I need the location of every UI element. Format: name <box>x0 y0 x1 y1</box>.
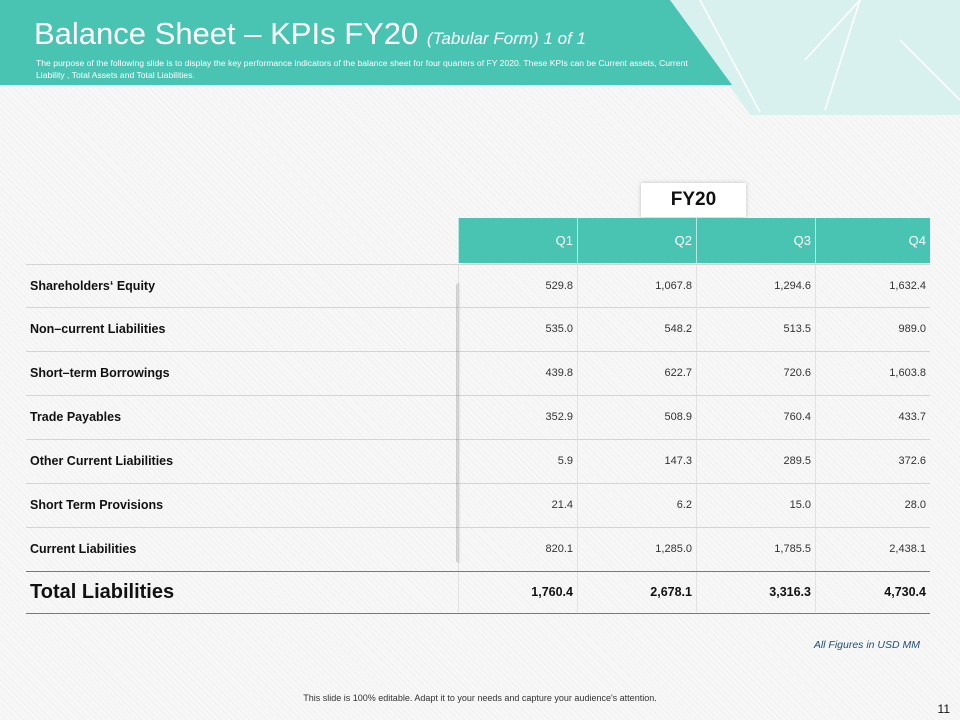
cell-q4: 28.0 <box>815 484 930 527</box>
cell-q2: 548.2 <box>577 308 696 351</box>
cell-q1: 5.9 <box>458 440 577 483</box>
cell-q1: 820.1 <box>458 528 577 571</box>
figures-note: All Figures in USD MM <box>813 639 920 651</box>
table-row <box>26 440 930 484</box>
cell-q3: 289.5 <box>696 440 815 483</box>
table-row <box>26 264 930 308</box>
cell-q1: 529.8 <box>458 265 577 308</box>
cell-q2: 622.7 <box>577 352 696 395</box>
column-divider-shadow <box>456 283 461 563</box>
cell-q3: 1,785.5 <box>696 528 815 571</box>
cell-q1: 439.8 <box>458 352 577 395</box>
cell-q2: 6.2 <box>577 484 696 527</box>
total-q2: 2,678.1 <box>577 572 696 612</box>
page-number: 11 <box>937 702 950 716</box>
title-main: Balance Sheet – KPIs FY20 <box>34 16 419 51</box>
fiscal-year-tab: FY20 <box>641 183 746 217</box>
cell-q4: 433.7 <box>815 396 930 439</box>
cell-q1: 535.0 <box>458 308 577 351</box>
page-title <box>34 16 586 52</box>
cell-q3: 760.4 <box>696 396 815 439</box>
cell-q2: 1,067.8 <box>577 265 696 308</box>
table-row <box>26 528 930 572</box>
cell-q4: 989.0 <box>815 308 930 351</box>
cell-q3: 1,294.6 <box>696 265 815 308</box>
row-label: Shareholders‘ Equity <box>30 279 156 293</box>
cell-q2: 1,285.0 <box>577 528 696 571</box>
cell-q2: 508.9 <box>577 396 696 439</box>
column-header-q4: Q4 <box>815 218 930 263</box>
cell-q3: 720.6 <box>696 352 815 395</box>
row-label: Current Liabilities <box>30 542 137 556</box>
row-label: Short Term Provisions <box>30 498 164 512</box>
total-row <box>26 571 930 614</box>
cell-q2: 147.3 <box>577 440 696 483</box>
column-header-q2: Q2 <box>577 218 696 263</box>
cell-q3: 15.0 <box>696 484 815 527</box>
cell-q4: 1,632.4 <box>815 265 930 308</box>
total-label: Total Liabilities <box>30 581 175 603</box>
total-q1: 1,760.4 <box>458 572 577 612</box>
total-q4: 4,730.4 <box>815 572 930 612</box>
column-header-q1: Q1 <box>458 218 577 263</box>
table-row <box>26 396 930 440</box>
table-row <box>26 352 930 396</box>
cell-q1: 352.9 <box>458 396 577 439</box>
cell-q4: 2,438.1 <box>815 528 930 571</box>
column-header-q3: Q3 <box>696 218 815 263</box>
cell-q4: 372.6 <box>815 440 930 483</box>
row-label: Trade Payables <box>30 410 122 424</box>
title-subtitle: (Tabular Form) 1 of 1 <box>426 29 586 48</box>
cell-q3: 513.5 <box>696 308 815 351</box>
row-label: Short–term Borrowings <box>30 366 170 380</box>
row-label: Other Current Liabilities <box>30 454 174 468</box>
total-q3: 3,316.3 <box>696 572 815 612</box>
cell-q4: 1,603.8 <box>815 352 930 395</box>
table-row <box>26 484 930 528</box>
page-description: The purpose of the following slide is to display the key performance indicators of the balance sheet for four quarters of FY 2020. These KPIs can be Current assets, Current Liability , Total Assets and Total Liabilities. <box>36 58 688 80</box>
footer-note: This slide is 100% editable. Adapt it to your needs and capture your audience's attention. <box>303 693 657 703</box>
table-row <box>26 308 930 352</box>
row-label: Non–current Liabilities <box>30 322 166 336</box>
cell-q1: 21.4 <box>458 484 577 527</box>
